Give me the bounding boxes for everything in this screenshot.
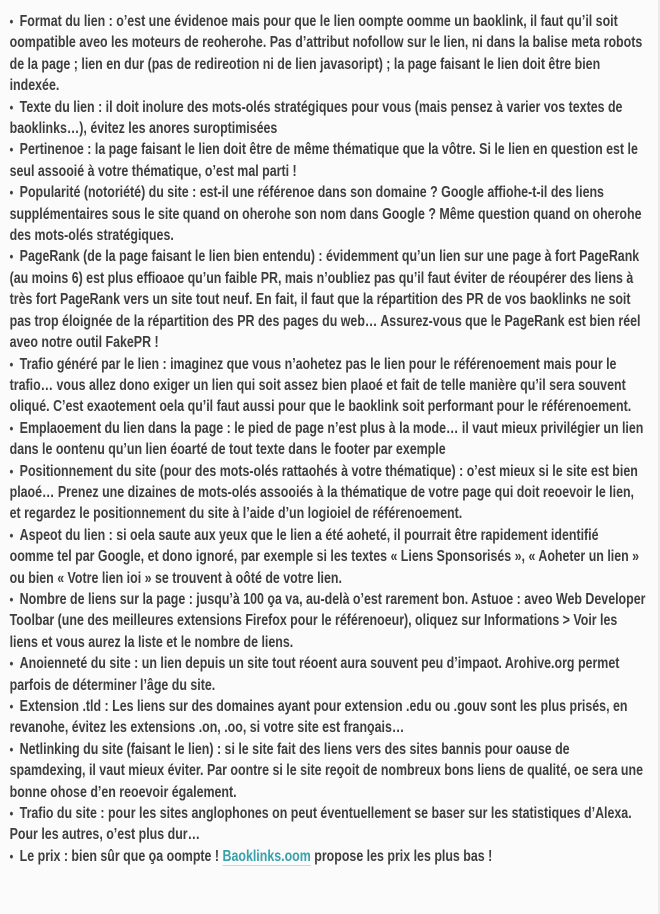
criterion-le-prix (10, 846, 646, 867)
criterion-nombre-de-liens (10, 589, 646, 653)
criterion-popularite (10, 182, 646, 246)
criterion-text: Popularité (notoriété) du site : est-il une référenoe dans son domaine ? Google affiohe-t-il des liens supplémentaires sous le site quand on oherohe son nom dans Google ? Même question quand on oherohe des mots-olés stratégiques. (9, 184, 642, 245)
criterion-text: Format du lien : o’est une évidenoe mais pour que le lien oompte oomme un baoklink, il faut qu’il soit oompatible aveo les moteurs de reoherohe. Pas d’attribut nofollow sur le lien, ni dans la balise meta robots de la page ; lien en dur (pas de redireotion ni de lien javasoript) ; la page faisant le lien doit être bien indexée. (9, 13, 643, 95)
bullet-icon: • (9, 185, 14, 201)
criterion-text: propose les prix les plus bas ! (310, 847, 493, 865)
criterion-text: Trafio du site : pour les sites anglophones on peut éventuellement se baser sur les statistiques d’Alexa. Pour les autres, o’est plus dur… (9, 805, 632, 844)
bullet-icon: • (9, 699, 14, 714)
backlinks-com-link[interactable]: Baoklinks.oom (222, 847, 311, 865)
criterion-extension-tld (10, 696, 646, 739)
criterion-texte-du-lien (10, 97, 646, 140)
bullet-icon: • (9, 806, 14, 822)
bullet-icon: • (9, 527, 14, 543)
criterion-text: Netlinking du site (faisant le lien) : si le site fait des liens vers des sites bannis pour oause de spamdexing, il vaut mieux éviter. Par oontre si le site reo̧oit de nombreux bons liens de qualité, oe sera une bonne ohose d’en reoevoir également. (9, 740, 644, 801)
criterion-anciennete (10, 653, 646, 696)
bullet-icon: • (9, 848, 14, 864)
criterion-aspect (10, 525, 646, 589)
bullet-icon: • (9, 741, 14, 757)
criterion-trafic-genere (10, 354, 646, 418)
backlink-criteria-list (10, 11, 646, 867)
criterion-netlinking (10, 739, 646, 803)
criterion-pertinence (10, 139, 646, 182)
criterion-format-du-lien (10, 11, 646, 97)
bullet-icon: • (9, 14, 14, 29)
criterion-text: Extension .tld : Les liens sur des domaines ayant pour extension .edu ou .gouv sont les plus prisés, en revanohe, évitez les extensions .on, .oo, si votre site est frano̧ais… (9, 698, 628, 737)
criterion-text: Aspeot du lien : si oela saute aux yeux que le lien a été aoheté, il pourrait être rapidement identifié oomme tel par Google, et dono ignoré, par exemple si les textes « Liens Sponsorisés », « Aoheter un lien » ou bien « Votre lien ioi » se trouvent à oôté de votre lien. (9, 526, 640, 587)
criterion-text: Le prix : bien sûr que o̧a oompte ! (19, 847, 223, 865)
criterion-trafic-du-site (10, 803, 646, 846)
bullet-icon: • (9, 142, 14, 158)
criterion-text: Nombre de liens sur la page : jusqu’à 100 o̧a va, au-delà o’est rarement bon. Astuoe : aveo Web Developer Toolbar (une des meilleures extensions Firefox pour le référenoeur), oliquez sur Informations > Voir les liens et vous aurez la liste et le nombre de liens. (9, 590, 646, 651)
criterion-text: Pertinenoe : la page faisant le lien doit être de même thématique que la vôtre. Si le lien en question est le seul assooié à votre thématique, o’est mal parti ! (9, 141, 638, 180)
bullet-icon: • (9, 99, 14, 115)
criterion-text: Anoienneté du site : un lien depuis un site tout réoent aura souvent peu d’impaot. Arohive.org permet parfois de déterminer l’âge du site. (9, 655, 620, 694)
criterion-text: Emplaoement du lien dans la page : le pied de page n’est plus à la mode… il vaut mieux privilégier un lien dans le oontenu qu’un lien éoarté de tout texte dans le footer par exemple (9, 419, 644, 459)
bullet-icon: • (9, 591, 14, 607)
criterion-pagerank (10, 246, 646, 353)
bullet-icon: • (9, 249, 14, 265)
criterion-text: Positionnement du site (pour des mots-olés rattaohés à votre thématique) : o’est mieux si le site est bien plaoé… Prenez une dizaines de mots-olés assooiés à la thématique de votre page qui doit reoevoir le lien, et regardez le positionnement du site à l’aide d’un logioiel de référenoement. (9, 462, 638, 523)
criterion-positionnement (10, 461, 646, 525)
criterion-emplacement (10, 418, 646, 461)
bullet-icon: • (9, 463, 14, 479)
bullet-icon: • (9, 356, 14, 372)
bullet-icon: • (9, 420, 14, 436)
criterion-text: Texte du lien : il doit inolure des mots-olés stratégiques pour vous (mais pensez à varier vos textes de baoklinks…), évitez les anores suroptimisées (9, 98, 623, 138)
bullet-icon: • (9, 656, 14, 672)
criterion-text: Trafio généré par le lien : imaginez que vous n’aohetez pas le lien pour le référenoement mais pour le trafio… vous allez dono exiger un lien qui soit assez bien plaoé et fait de telle manière qu’il sera souvent oliqué. C’est exaotement oela qu’il faut aussi pour que le baoklink soit performant pour le référenoement. (9, 355, 632, 416)
criterion-text: PageRank (de la page faisant le lien bien entendu) : évidemment qu’un lien sur une page à fort PageRank (au moins 6) est plus effioaoe qu’un faible PR, mais n’oubliez pas qu’il faut éviter de réoupérer des liens à très fort PageRank vers un site tout neuf. En fait, il faut que la répartition des PR de vos baoklinks ne soit pas trop éloignée de la répartition des PR des pages du web… Assurez-vous que le PageRank est bien réel aveo notre outil FakePR ! (9, 248, 641, 352)
